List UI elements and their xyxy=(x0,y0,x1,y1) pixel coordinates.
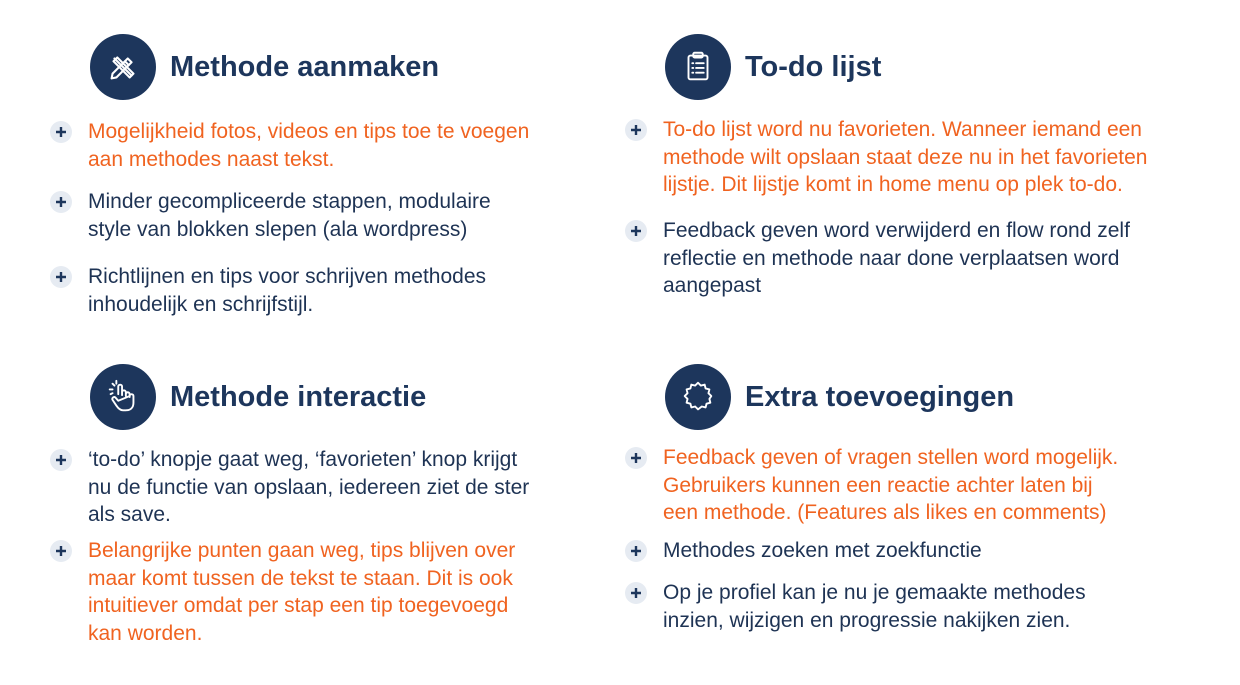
section-methode-aanmaken xyxy=(88,34,610,316)
plus-icon xyxy=(50,191,72,213)
item-text: Methodes zoeken met zoekfunctie xyxy=(663,539,982,562)
list-item xyxy=(50,188,491,243)
item-text: Minder gecompliceerde stappen, modulaire style van blokken slepen (ala wordpress) xyxy=(88,190,491,241)
item-text: Op je profiel kan je nu je gemaakte methodes inzien, wijzigen en progressie nakijken zien. xyxy=(663,581,1086,632)
section-header xyxy=(665,34,1225,100)
section-header xyxy=(90,34,610,100)
plus-icon xyxy=(50,121,72,143)
section-methode-interactie xyxy=(88,364,610,645)
pencil-ruler-icon xyxy=(90,34,156,100)
item-text: Feedback geven word verwijderd en flow rond zelf reflectie en methode naar done verplaatsen word aangepast xyxy=(663,219,1130,297)
section-title: Methode aanmaken xyxy=(170,51,440,83)
plus-icon xyxy=(50,266,72,288)
item-text: Mogelijkheid fotos, videos en tips toe te voegen aan methodes naast tekst. xyxy=(88,120,530,171)
plus-icon xyxy=(50,540,72,562)
list-item xyxy=(625,579,1086,634)
list-item xyxy=(625,537,982,565)
list-item xyxy=(50,263,486,318)
hand-tap-icon xyxy=(90,364,156,430)
section-title: Methode interactie xyxy=(170,381,427,413)
list-item xyxy=(625,444,1118,527)
item-text: ‘to-do’ knopje gaat weg, ‘favorieten’ knop krijgt nu de functie van opslaan, iedereen ziet de ster als save. xyxy=(88,448,530,526)
section-todo-lijst xyxy=(663,34,1225,297)
plus-icon xyxy=(50,449,72,471)
section-header xyxy=(90,364,610,430)
plus-icon xyxy=(625,540,647,562)
item-text: To-do lijst word nu favorieten. Wanneer iemand een methode wilt opslaan staat deze nu in het favorieten lijstje. Dit lijstje komt in home menu op plek to-do. xyxy=(663,118,1148,196)
clipboard-list-icon xyxy=(665,34,731,100)
plus-icon xyxy=(625,119,647,141)
plus-icon xyxy=(625,220,647,242)
section-header xyxy=(665,364,1225,430)
list-item xyxy=(50,118,529,173)
list-item xyxy=(50,446,529,529)
item-text: Belangrijke punten gaan weg, tips blijven over maar komt tussen de tekst te staan. Dit is ook intuitiever omdat per stap een tip toegevoegd kan worden. xyxy=(88,539,516,645)
badge-icon xyxy=(665,364,731,430)
list-item xyxy=(625,116,1147,199)
plus-icon xyxy=(625,447,647,469)
item-text: Richtlijnen en tips voor schrijven methodes inhoudelijk en schrijfstijl. xyxy=(88,265,487,316)
section-title: To-do lijst xyxy=(745,51,882,83)
section-title: Extra toevoegingen xyxy=(745,381,1015,413)
list-item xyxy=(50,537,515,647)
section-extra-toevoegingen xyxy=(663,364,1225,632)
list-item xyxy=(625,217,1130,300)
plus-icon xyxy=(625,582,647,604)
item-text: Feedback geven of vragen stellen word mogelijk. Gebruikers kunnen een reactie achter laten bij een methode. (Features als likes en comments) xyxy=(663,446,1119,524)
